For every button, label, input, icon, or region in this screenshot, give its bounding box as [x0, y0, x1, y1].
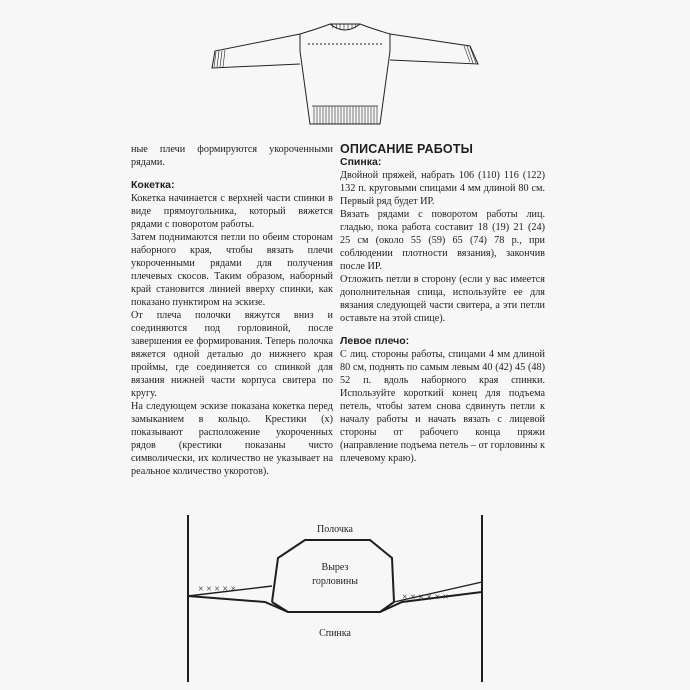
neck-ribbing: [332, 24, 356, 30]
yoke-diagram: [180, 510, 490, 685]
cross-marks-left: × × × × ×: [198, 584, 237, 595]
intro-paragraph: ные плечи формируются укороченными рядами.: [131, 144, 333, 168]
text-column-right: [340, 143, 545, 465]
label-neck-line1: Вырез: [321, 562, 349, 573]
spinka-paragraph-3: Отложить петли в сторону (если у вас имеется дополнительная спица, используйте ее для вязания следующей части свитера, а эти петли оставьте на этой спице).: [340, 274, 545, 324]
shoulder-paragraph-1: С лиц. стороны работы, спицами 4 мм длиной 80 см, поднять по самым левым 40 (42) 45 (48) 52 п. вдоль наборного края спинки. Используйте короткий конец для подъема петель, чтобы затем снова сдвинуть петли к началу работы и начать вязать с лицевой стороны от рабочего конца пряжи (направление подъема петель – от горловины к плечевому краю).: [340, 349, 545, 464]
spinka-heading: Спинка:: [340, 156, 382, 168]
kokete-paragraph-1: Кокетка начинается с верхней части спинки в виде прямоугольника, который вяжется рядами с поворотом работы.: [131, 193, 333, 230]
label-back: Спинка: [319, 628, 351, 639]
hem-ribbing: [314, 106, 377, 124]
spinka-paragraph-1: Двойной пряжей, набрать 106 (110) 116 (122) 132 п. круговыми спицами 4 мм длиной 80 см. Первый ряд будет ИР.: [340, 170, 545, 207]
cross-marks-right: × × × × × ×: [402, 592, 449, 603]
kokete-paragraph-2: Затем поднимаются петли по обеим сторонам наборного края, чтобы вязать плечи укороченными рядами для получения плечевых скосов. Таким образом, наборный край становится линией вверху спинки, как показано пунктиром на эскизе.: [131, 232, 333, 308]
kokete-heading: Кокетка:: [131, 179, 175, 191]
shoulder-heading: Левое плечо:: [340, 335, 410, 347]
cuff-ribbing: [214, 46, 476, 67]
label-neck-line2: горловины: [312, 576, 358, 587]
text-column-left: [131, 143, 333, 478]
section-title: ОПИСАНИЕ РАБОТЫ: [340, 142, 474, 156]
kokete-paragraph-3: От плеча полочки вяжутся вниз и соединяются под горловиной, после завершения ее формирования. Теперь полочка вяжется одной деталью до нижнего края проймы, где соединяется со спинкой для вязания нижней части корпуса свитера по кругу.: [131, 310, 333, 399]
kokete-paragraph-4: На следующем эскизе показана кокетка перед замыканием в кольцо. Крестики (x) показывают расположение укороченных рядов (крестики показаны чисто символически, их количество не указывает на реальное количество укоротов).: [131, 401, 333, 477]
spinka-paragraph-2: Вязать рядами с поворотом работы лиц. гладью, пока работа составит 18 (19) 21 (24) 25 см (около 55 (59) 65 (74) 78 р., при соблюдении плотности вязания), закончив после ИР.: [340, 209, 545, 272]
label-front: Полочка: [317, 524, 353, 535]
sweater-sketch-illustration: [200, 6, 500, 134]
